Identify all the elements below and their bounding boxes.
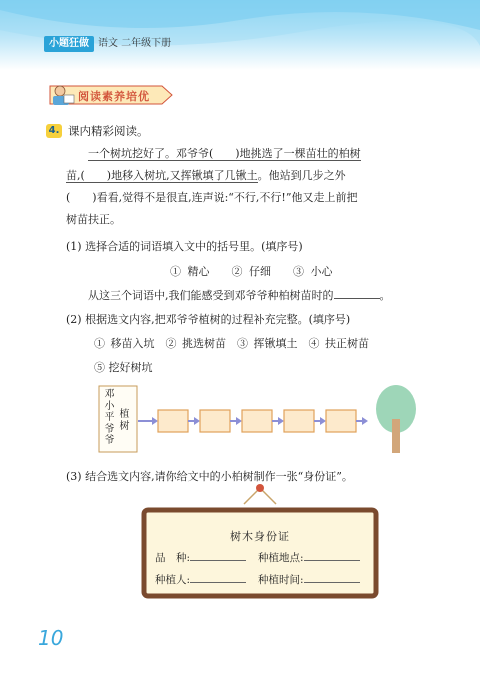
flow-label-planter: 邓 小 平 爷 爷 <box>104 389 115 446</box>
subquestion-2-steps: ① 移苗入坑 ② 挑选树苗 ③ 挥锹填土 ④ 扶正树苗 <box>94 337 369 350</box>
card-row-planter <box>155 572 246 587</box>
question-title: 课内精彩阅读。 <box>68 124 149 138</box>
flow-arrow-head <box>152 417 158 425</box>
passage-text: 一个树坑挖好了。邓爷爷( )地挑选了一棵苗壮的柏树 <box>88 147 361 160</box>
answer-blank[interactable] <box>334 288 380 299</box>
passage-text: ( )看看,觉得不是很直,连声说:“不行,不行!”他又走上前把 <box>66 191 358 204</box>
header-band <box>0 0 480 70</box>
flow-step-box-5 <box>326 410 356 432</box>
planting-flow-diagram <box>98 385 418 453</box>
flow-arrow-head <box>278 417 284 425</box>
card-title: 树木身份证 <box>230 530 290 543</box>
header-wave-decoration <box>0 0 480 70</box>
section-title: 阅读素养培优 <box>78 90 150 103</box>
passage-underlined-phrase: 又挥锹填了几锹土 <box>169 169 258 182</box>
flow-step-box-1 <box>158 410 188 432</box>
tree-icon <box>376 385 416 453</box>
passage-text: 苗,( )地移入树坑, <box>66 169 170 182</box>
hanging-nail-icon <box>256 484 264 492</box>
card-row-species <box>155 550 246 565</box>
flow-arrow-head <box>236 417 242 425</box>
subquestion-1-follow <box>88 287 391 303</box>
planter-input-line[interactable] <box>190 572 246 583</box>
passage-line-3 <box>66 190 436 206</box>
series-badge: 小题狂做 <box>44 36 94 52</box>
subquestion-1-prompt: (1) 选择合适的词语填入文中的括号里。(填序号) <box>66 240 303 253</box>
page-number: 10 <box>38 626 64 650</box>
subject-grade-label: 语文 二年级下册 <box>98 38 172 49</box>
passage-text: 。他站到几步之外 <box>257 169 346 182</box>
species-input-line[interactable] <box>190 550 246 561</box>
field-label: 种植人: <box>155 574 191 586</box>
flow-step-box-4 <box>284 410 314 432</box>
subquestion-1-options: ① 精心 ② 仔细 ③ 小心 <box>170 265 333 278</box>
subquestion-2-prompt: (2) 根据选文内容,把邓爷爷植树的过程补充完整。(填序号) <box>66 313 351 326</box>
passage-line-1 <box>88 146 458 162</box>
field-label: 品 种: <box>155 552 191 564</box>
field-label: 种植地点: <box>258 552 304 564</box>
field-label: 种植时间: <box>258 574 304 586</box>
question-number: 4. <box>46 124 62 138</box>
follow-text: 从这三个词语中,我们能感受到邓爷爷种柏树苗时的 <box>88 289 334 302</box>
passage-line-2 <box>66 168 436 184</box>
subquestion-2-step-5: ⑤ 挖好树坑 <box>94 361 153 374</box>
flow-arrow-head <box>362 417 368 425</box>
flow-arrow-head <box>320 417 326 425</box>
passage-text: 树苗扶正。 <box>66 213 121 226</box>
flow-step-box-3 <box>242 410 272 432</box>
card-row-time <box>258 572 360 587</box>
time-input-line[interactable] <box>304 572 360 583</box>
flow-label-action: 植 树 <box>119 409 130 432</box>
subquestion-3-prompt: (3) 结合选文内容,请你给文中的小柏树制作一张“身份证”。 <box>66 470 353 483</box>
flow-arrow-head <box>194 417 200 425</box>
place-input-line[interactable] <box>304 550 360 561</box>
card-row-place <box>258 550 360 565</box>
passage-line-4 <box>66 212 436 228</box>
follow-end: 。 <box>379 289 391 302</box>
flow-step-box-2 <box>200 410 230 432</box>
